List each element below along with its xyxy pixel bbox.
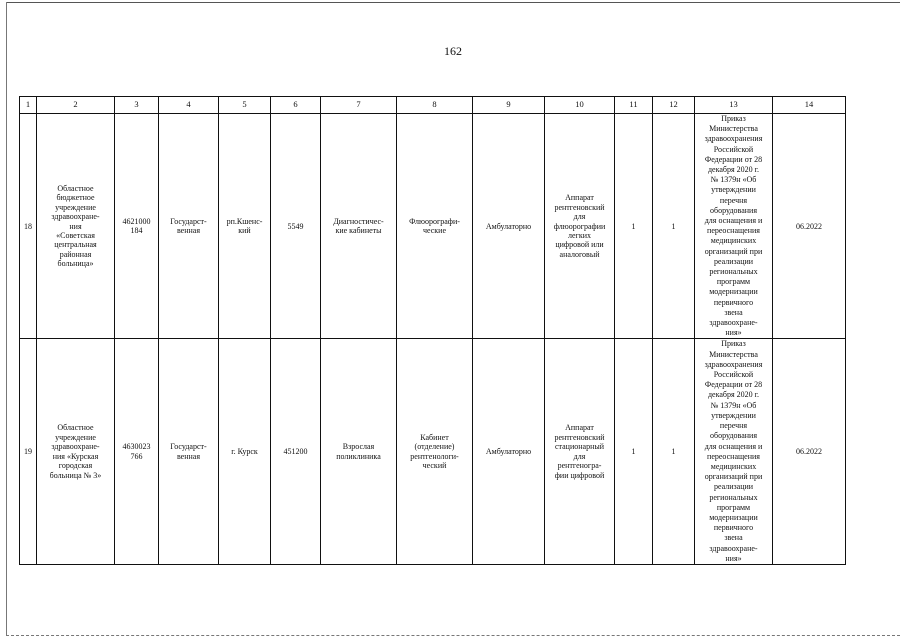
table-cell bbox=[653, 114, 695, 339]
table-cell bbox=[545, 339, 615, 564]
table-cell bbox=[653, 339, 695, 564]
table-header-row bbox=[20, 97, 846, 114]
column-number: 3 bbox=[115, 97, 159, 114]
column-number: 1 bbox=[20, 97, 37, 114]
table-cell bbox=[271, 114, 321, 339]
care-condition: Амбулаторно bbox=[485, 221, 532, 231]
cabinet-type: Флюорографи- ческие bbox=[409, 216, 460, 236]
column-number: 9 bbox=[473, 97, 545, 114]
legal-basis: Приказ Министерства здравоохранения Российской Федерации от 28 декабря 2020 г. № 1379н «Об утверждении перечня оборудования для оснащения и переоснащения медицинских организаций при реализации региональных программ модернизации первичного звена здравоохране- ния» bbox=[704, 114, 763, 338]
table-cell bbox=[397, 339, 473, 564]
column-number: 11 bbox=[615, 97, 653, 114]
scan-border-bottom bbox=[6, 635, 900, 636]
column-number: 8 bbox=[397, 97, 473, 114]
column-number: 7 bbox=[321, 97, 397, 114]
data-table bbox=[19, 96, 846, 565]
ownership-type: Государст- венная bbox=[170, 442, 207, 461]
inn-code: 4621000 184 bbox=[122, 216, 151, 236]
table-row bbox=[20, 114, 846, 339]
column-number: 13 bbox=[695, 97, 773, 114]
table-cell bbox=[773, 339, 846, 564]
table-cell bbox=[615, 339, 653, 564]
page-number: 162 bbox=[444, 44, 462, 58]
equipment-name: Аппарат рентгеновский для флюорографии легких цифровой или аналоговый bbox=[553, 193, 606, 259]
column-number: 14 bbox=[773, 97, 846, 114]
table-cell bbox=[695, 114, 773, 339]
quantity: 1 bbox=[671, 221, 676, 231]
population: 451200 bbox=[283, 447, 308, 456]
table-cell bbox=[115, 114, 159, 339]
column-number: 2 bbox=[37, 97, 115, 114]
organization-name: Областное учреждение здравоохране- ния «Курская городская больница № 3» bbox=[49, 423, 102, 480]
table-cell bbox=[473, 114, 545, 339]
organization-name: Областное бюджетное учреждение здравоохране- ния «Советская центральная районная больница» bbox=[51, 183, 100, 269]
quantity: 1 bbox=[631, 221, 636, 231]
table-cell bbox=[20, 339, 37, 564]
care-condition: Амбулаторно bbox=[485, 447, 532, 456]
department: Взрослая поликлиника bbox=[336, 442, 381, 461]
quantity: 1 bbox=[671, 447, 676, 456]
table-cell bbox=[219, 339, 271, 564]
inn-code: 4630023 766 bbox=[122, 442, 151, 461]
column-number: 6 bbox=[271, 97, 321, 114]
column-number: 5 bbox=[219, 97, 271, 114]
due-date: 06.2022 bbox=[796, 447, 822, 456]
table-cell bbox=[473, 339, 545, 564]
table-cell bbox=[159, 339, 219, 564]
ownership-type: Государст- венная bbox=[170, 216, 207, 236]
department: Диагностичес- кие кабинеты bbox=[333, 216, 384, 236]
table-row bbox=[20, 339, 846, 564]
table-cell bbox=[773, 114, 846, 339]
column-number: 12 bbox=[653, 97, 695, 114]
table-cell bbox=[321, 114, 397, 339]
legal-basis: Приказ Министерства здравоохранения Российской Федерации от 28 декабря 2020 г. № 1379н «Об утверждении перечня оборудования для оснащения и переоснащения медицинских организаций при реализации региональных программ модернизации первичного звена здравоохране- ния» bbox=[704, 339, 763, 563]
quantity: 1 bbox=[631, 447, 636, 456]
table-cell bbox=[397, 114, 473, 339]
column-number: 4 bbox=[159, 97, 219, 114]
due-date: 06.2022 bbox=[796, 221, 822, 231]
table-cell bbox=[615, 114, 653, 339]
locality: рп.Кшенс- кий bbox=[226, 216, 263, 236]
table-cell bbox=[219, 114, 271, 339]
table-cell bbox=[159, 114, 219, 339]
row-number: 19 bbox=[24, 447, 32, 456]
population: 5549 bbox=[287, 221, 304, 231]
table-cell bbox=[20, 114, 37, 339]
table-cell bbox=[321, 339, 397, 564]
table-cell bbox=[695, 339, 773, 564]
column-number: 10 bbox=[545, 97, 615, 114]
row-number: 18 bbox=[24, 221, 32, 231]
scan-border-top bbox=[6, 2, 900, 3]
table-cell bbox=[545, 114, 615, 339]
table-cell bbox=[115, 339, 159, 564]
table-cell bbox=[271, 339, 321, 564]
table-cell bbox=[37, 339, 115, 564]
cabinet-type: Кабинет (отделение) рентгенологи- ческий bbox=[410, 432, 459, 471]
locality: г. Курск bbox=[231, 447, 258, 456]
table-cell bbox=[37, 114, 115, 339]
scan-border-left bbox=[6, 2, 7, 636]
equipment-name: Аппарат рентгеновский стационарный для рентгеногра- фии цифровой bbox=[554, 423, 605, 480]
